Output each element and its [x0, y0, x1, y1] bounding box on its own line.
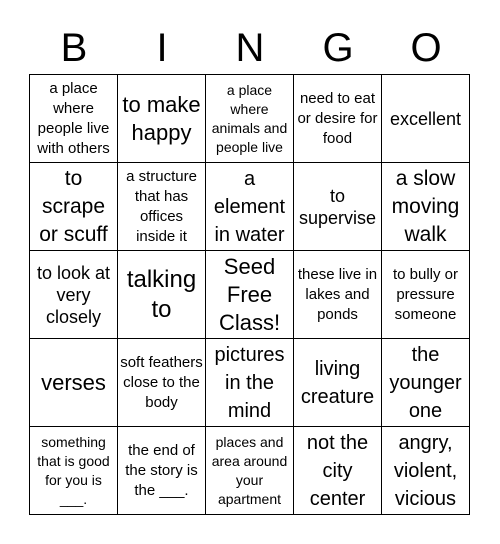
bingo-cell-g2[interactable]	[294, 163, 382, 251]
bingo-cell-i1[interactable]	[118, 75, 206, 163]
cell-text: something that is good for you is ___.	[37, 433, 110, 507]
cell-text: to scrape or scuff	[39, 166, 108, 246]
bingo-cell-n3[interactable]	[206, 251, 294, 339]
bingo-cell-b3[interactable]	[30, 251, 118, 339]
cell-text: verses	[41, 369, 106, 395]
bingo-cell-n2[interactable]	[206, 163, 294, 251]
header-letter-g: G	[322, 26, 354, 70]
cell-text: places and area around your apartment	[211, 433, 288, 507]
cell-text: a slow moving walk	[391, 166, 460, 246]
bingo-cell-g4[interactable]	[294, 339, 382, 427]
cell-text: pictures in the mind	[214, 343, 285, 422]
cell-text: these live in lakes and ponds	[297, 265, 378, 323]
bingo-cell-g5[interactable]	[294, 427, 382, 515]
bingo-cell-b1[interactable]	[30, 75, 118, 163]
bingo-cell-o1[interactable]	[382, 75, 470, 163]
cell-text: to bully or pressure someone	[392, 265, 459, 323]
bingo-cell-o2[interactable]	[382, 163, 470, 251]
bingo-cell-i5[interactable]	[118, 427, 206, 515]
cell-text: a place where people live with others	[37, 79, 110, 157]
bingo-cell-i3[interactable]	[118, 251, 206, 339]
header-letter-b: B	[60, 26, 88, 70]
cell-text: Seed Free Class!	[218, 253, 281, 335]
cell-text: the end of the story is the ___.	[125, 441, 198, 499]
cell-text: need to eat or desire for food	[297, 89, 378, 147]
cell-text: to make happy	[122, 91, 201, 145]
bingo-header	[30, 22, 470, 74]
cell-text: a structure that has offices inside it	[126, 167, 197, 245]
header-letter-n: N	[235, 26, 265, 70]
cell-text: soft feathers close to the body	[120, 353, 203, 411]
bingo-cell-b4[interactable]	[30, 339, 118, 427]
bingo-cell-o3[interactable]	[382, 251, 470, 339]
cell-text: angry, violent, vicious	[393, 431, 458, 510]
cell-text: not the city center	[306, 431, 369, 510]
cell-text: talking to	[126, 265, 197, 323]
cell-text: to supervise	[298, 185, 377, 228]
cell-text: to look at very closely	[36, 262, 111, 327]
bingo-cell-i4[interactable]	[118, 339, 206, 427]
cell-text: a place where animals and people live	[211, 81, 288, 155]
bingo-cell-n5[interactable]	[206, 427, 294, 515]
bingo-cell-b5[interactable]	[30, 427, 118, 515]
header-letter-i: I	[156, 26, 168, 70]
bingo-cell-o4[interactable]	[382, 339, 470, 427]
header-letter-o: O	[410, 26, 442, 70]
bingo-grid	[29, 74, 470, 515]
cell-text: excellent	[389, 108, 462, 129]
bingo-cell-g3[interactable]	[294, 251, 382, 339]
bingo-cell-i2[interactable]	[118, 163, 206, 251]
cell-text: a element in water	[213, 167, 286, 246]
bingo-cell-n4[interactable]	[206, 339, 294, 427]
bingo-cell-b2[interactable]	[30, 163, 118, 251]
cell-text: living creature	[300, 357, 375, 408]
bingo-cell-n1[interactable]	[206, 75, 294, 163]
bingo-cell-o5[interactable]	[382, 427, 470, 515]
cell-text: the younger one	[389, 343, 462, 422]
bingo-cell-g1[interactable]	[294, 75, 382, 163]
